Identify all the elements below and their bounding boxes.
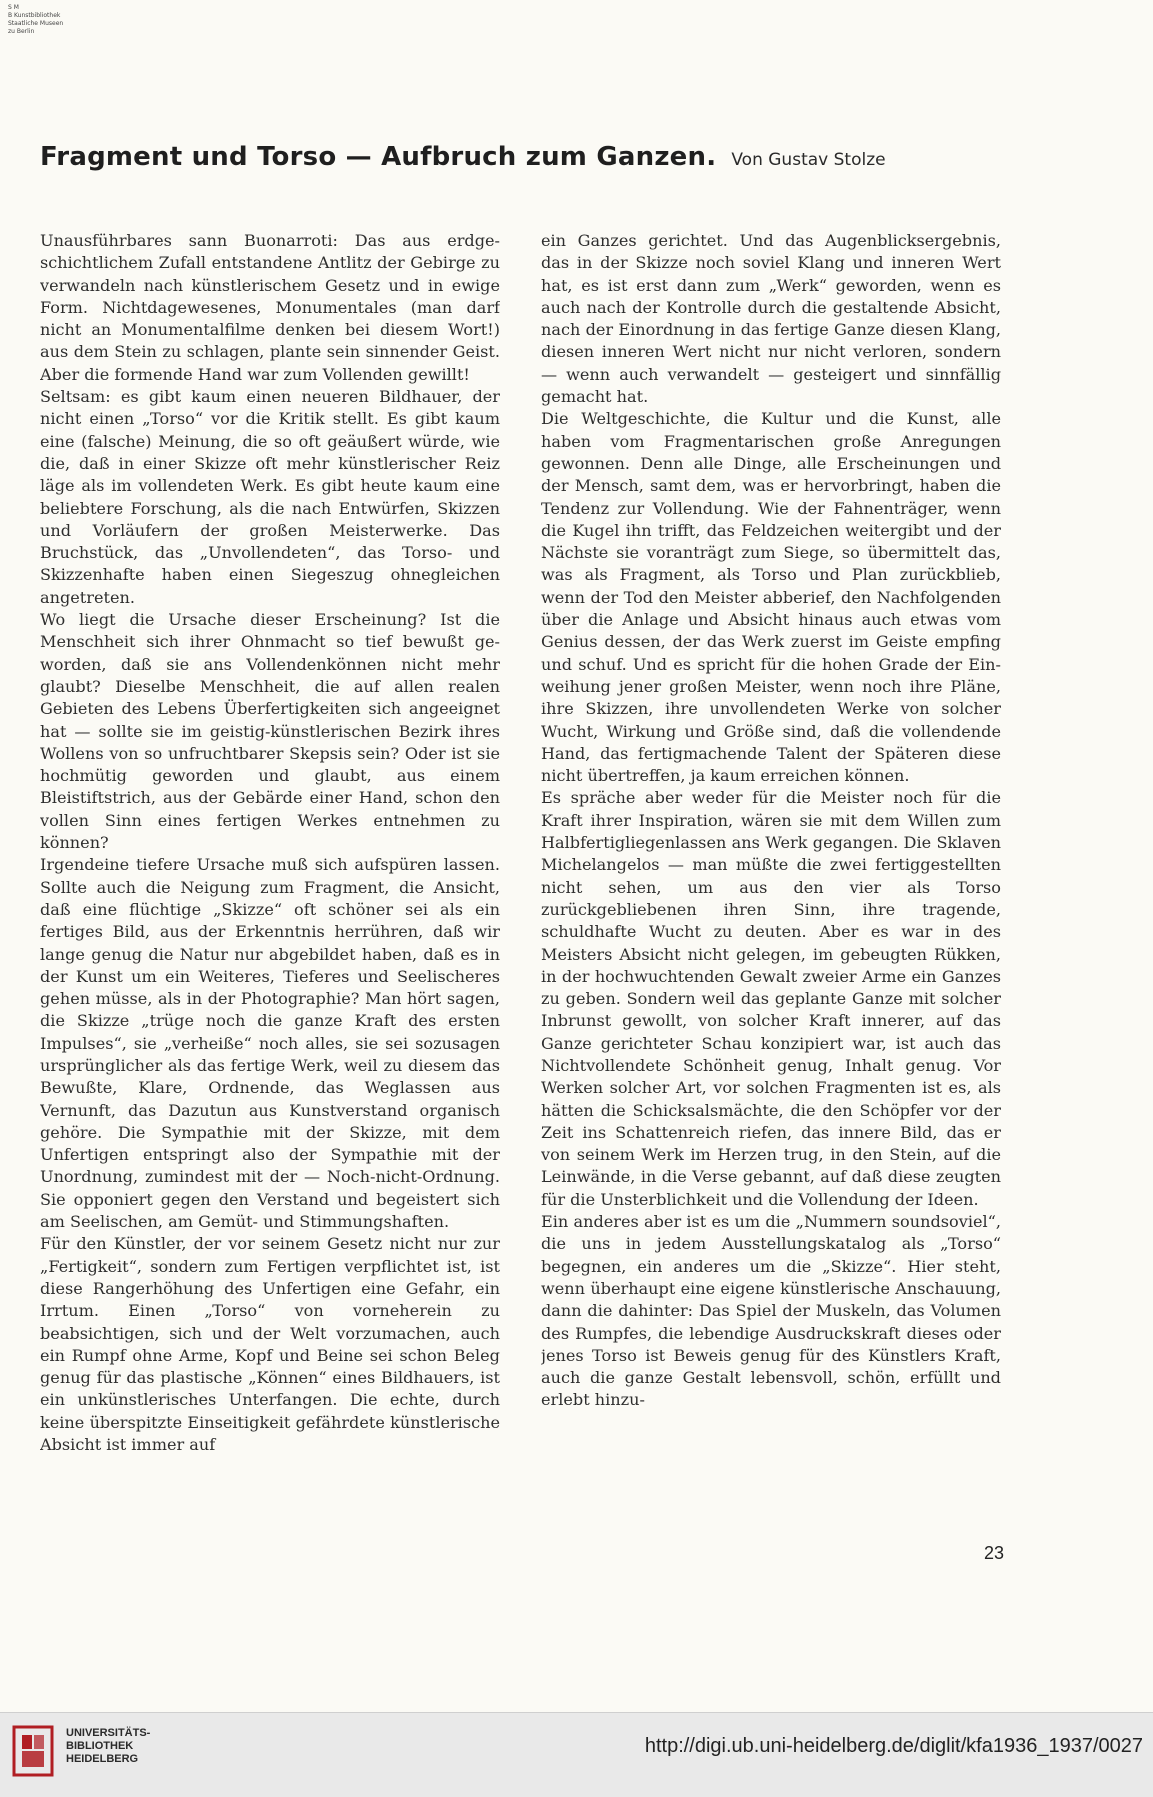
stamp-line: S M	[8, 4, 19, 11]
stamp-line: Staatliche Museen	[8, 20, 64, 27]
library-stamp	[8, 4, 148, 36]
right-text-column	[541, 230, 1001, 1485]
library-name-line: HEIDELBERG	[66, 1753, 139, 1765]
paragraph: Wo liegt die Ursache dieser Erscheinung? Ist die Menschheit sich ihrer Ohnmacht so tief bewußt geworden, daß sie ans Vollendenkönnen nicht mehr glaubt? Dieselbe Menschheit, die auf allen realen Gebieten des Lebens Überfertigkeiten sich angeeignet hat — sollte sie im geistig-künstlerischen Bezirk ihres Wollens von so unfruchtbarer Skepsis sein? Oder ist sie hochmütig geworden und glaubt, aus einem Bleistiftstrich, aus der Gebärde einer Hand, schon den vollen Sinn eines fertigen Werkes entnehmen zu können?	[40, 610, 500, 853]
paragraph: Ein anderes aber ist es um die „Nummern soundsoviel“, die uns in jedem Ausstellungskatalog als „Torso“ begegnen, ein anderes um die „Skizze“. Hier steht, wenn überhaupt eine eigene künstlerische Anschauung, dann die dahinter: Das Spiel der Muskeln, das Volumen des Rumpfes, die lebendige Ausdruckskraft dieses oder jenes Torso ist Beweis genug für des Künstlers Kraft, auch die ganze Gestalt lebensvoll, schön, erfüllt und erlebt hinzu-	[541, 1212, 1001, 1410]
paragraph: Es spräche aber weder für die Meister noch für die Kraft ihrer Inspiration, wären sie mit dem Willen zum Halbfertigliegenlassen ans Werk gegangen. Die Sklaven Michelangelos — man müßte die zwei fertiggestellten nicht sehen, um aus den vier als Torso zurückgebliebenen ihren Sinn, ihre tragende, schuldhafte Wucht zu deuten. Aber es war in des Meisters Absicht nicht gelegen, im gebeugten Rükken, in der hochwuchtenden Gewalt zweier Arme ein Ganzes zu geben. Sondern weil das geplante Ganze mit solcher Inbrunst gewollt, von solcher Kraft innerer, auf das Ganze gerichteter Schau konzipiert war, ist auch das Nichtvollendete Schönheit genug, Inhalt genug. Vor Werken solcher Art, vor solchen Fragmenten ist es, als hätten die Schicksalsmächte, die den Schöpfer vor der Zeit ins Schattenreich riefen, das innere Bild, das er von seinem Werk im Herzen trug, in den Stein, auf die Leinwände, in die Verse gebannt, auf daß diese zeugten für die Unsterblichkeit und die Vollendung der Ideen.	[541, 788, 1001, 1209]
left-text-column	[40, 230, 500, 1485]
paragraph: Für den Künstler, der vor seinem Gesetz nicht nur zur „Fertigkeit“, sondern zum Fertigen verpflichtet ist, ist diese Rangerhöhung des Unfertigen eine Gefahr, ein Irrtum. Einen „Torso“ von vorneherein zu beabsichtigen, sich und der Welt vorzumachen, auch ein Rumpf ohne Arme, Kopf und Beine sei schon Beleg genug für das plastische „Können“ eines Bildhauers, ist ein unkünstlerisches Unterfangen. Die echte, durch keine überspitzte Einseitigkeit gefährdete künstlerische Absicht ist immer auf	[40, 1234, 500, 1455]
paragraph: Irgendeine tiefere Ursache muß sich aufspüren lassen. Sollte auch die Neigung zum Fragment, die Ansicht, daß eine flüchtige „Skizze“ oft schöner sei als ein fertiges Bild, aus der Erkenntnis herrühren, daß wir lange genug die Natur nur abgebildet haben, daß es in der Kunst um ein Weiteres, Tieferes und Seelischeres gehen müsse, als in der Photographie? Man hört sagen, die Skizze „trüge noch die ganze Kraft des ersten Impulses“, sie „verheiße“ noch alles, sie sei sozusagen ursprünglicher als das fertige Werk, weil zu diesem das Bewußte, Klare, Ordnende, das Weglassen aus Vernunft, das Dazutun aus Kunstverstand organisch gehöre. Die Sympathie mit der Skizze, mit dem Unfertigen entspringt also der Sympathie mit der Unordnung, zumindest mit der — Noch-nicht-Ordnung. Sie opponiert gegen den Verstand und begeistert sich am Seelischen, am Gemüt- und Stimmungshaften.	[40, 855, 500, 1232]
article-title: Fragment und Torso — Aufbruch zum Ganzen.	[40, 142, 717, 172]
source-url-link[interactable]: http://digi.ub.uni-heidelberg.de/diglit/kfa1936_1937/0027	[644, 1735, 1143, 1757]
university-seal-icon	[8, 1723, 58, 1779]
paragraph: Unausführbares sann Buonarroti: Das aus erdgeschichtlichem Zufall entstandene Antlitz der Gebirge zu verwandeln nach künstlerischem Gesetz und in ewige Form. Nichtdagewesenes, Monumentales (man darf nicht an Monumentalfilme denken bei diesem Wort!) aus dem Stein zu schlagen, plante sein sinnender Geist. Aber die formende Hand war zum Vollenden gewillt!	[40, 231, 500, 384]
paragraph: ein Ganzes gerichtet. Und das Augenblicksergebnis, das in der Skizze noch soviel Klang und inneren Wert hat, es ist erst dann zum „Werk“ geworden, wenn es auch nach der Kontrolle durch die gestaltende Absicht, nach der Einordnung in das fertige Ganze diesen Klang, diesen inneren Wert nicht nur nicht verloren, sondern — wenn auch verwandelt — gesteigert und sinnfällig gemacht hat.	[541, 231, 1001, 407]
library-name-line: UNIVERSITÄTS-	[66, 1727, 151, 1739]
stamp-line: zu Berlin	[8, 28, 35, 35]
paragraph: Seltsam: es gibt kaum einen neueren Bildhauer, der nicht einen „Torso“ vor die Kritik stellt. Es gibt kaum eine (falsche) Meinung, die so oft geäußert würde, wie die, daß in einer Skizze oft mehr künstlerischer Reiz läge als im vollendeten Werk. Es gibt heute kaum eine beliebtere Forschung, als die nach Entwürfen, Skizzen und Vorläufern der großen Meisterwerke. Das Bruchstück, das „Unvollendeten“, das Torso- und Skizzenhafte haben einen Siegeszug ohnegleichen angetreten.	[40, 387, 500, 607]
digitization-footer	[0, 1712, 1153, 1797]
library-name-line: BIBLIOTHEK	[66, 1740, 134, 1752]
library-name	[66, 1727, 150, 1766]
paragraph: Die Weltgeschichte, die Kultur und die Kunst, alle haben vom Fragmentarischen große Anregungen gewonnen. Denn alle Dinge, alle Erscheinungen und der Mensch, samt dem, was er hervorbringt, haben die Tendenz zur Vollendung. Wie der Fahnenträger, wenn die Kugel ihn trifft, das Feldzeichen weitergibt und der Nächste sie voranträgt zum Siege, so übermittelt das, was als Fragment, als Torso und Plan zurückblieb, wenn der Tod den Meister abberief, den Nachfolgenden über die Anlage und Absicht hinaus auch etwas vom Genius dessen, der das Werk zuerst im Geiste empfing und schuf. Und es spricht für die hohen Grade der Einweihung jener großen Meister, wenn noch ihre Pläne, ihre Skizzen, ihre unvollendeten Werke von solcher Wucht, Wirkung und Größe sind, daß die vollendende Hand, das fertigmachende Talent der Späteren diese nicht übertreffen, ja kaum erreichen können.	[541, 409, 1001, 786]
article-header	[40, 142, 1120, 172]
article-author: Von Gustav Stolze	[731, 150, 886, 170]
page-number: 23	[984, 1543, 1005, 1563]
stamp-line: B Kunstbibliothek	[8, 12, 61, 19]
